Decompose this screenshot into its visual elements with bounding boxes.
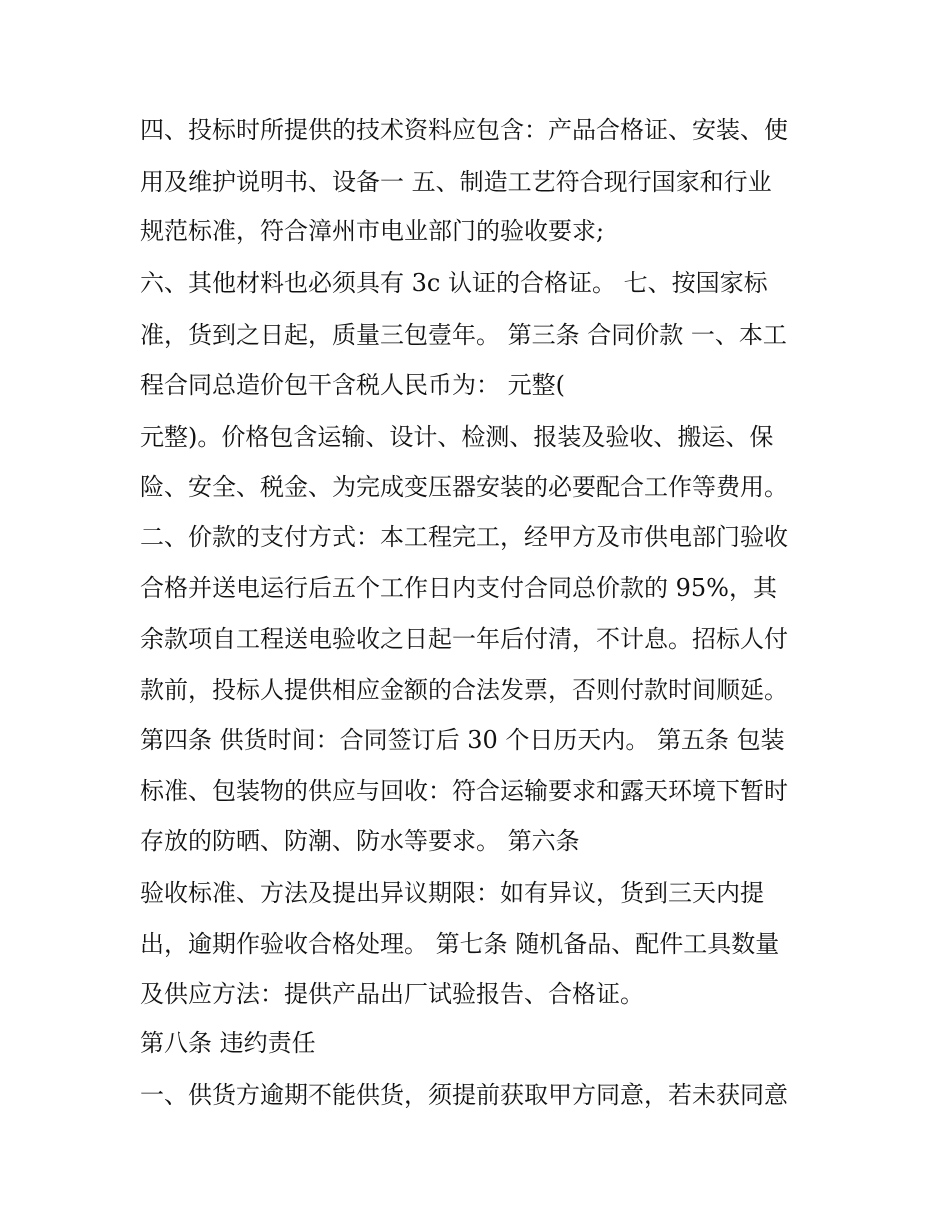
text-line: 四、投标时所提供的技术资料应包含：产品合格证、安装、使 xyxy=(140,116,788,144)
text-line: 第四条 供货时间：合同签订后 30 个日历天内。 第五条 包装 xyxy=(140,726,785,754)
text-line: 准，货到之日起，质量三包壹年。 第三条 合同价款 一、本工 xyxy=(140,321,787,349)
text-line: 合格并送电运行后五个工作日内支付合同总价款的 95%，其 xyxy=(140,574,777,602)
text-line: 及供应方法：提供产品出厂试验报告、合格证。 xyxy=(140,980,644,1008)
text-line: 余款项自工程送电验收之日起一年后付清，不计息。招标人付 xyxy=(140,625,788,653)
text-line: 险、安全、税金、为完成变压器安装的必要配合工作等费用。 xyxy=(140,473,788,501)
text-line: 元整)。价格包含运输、设计、检测、报装及验收、搬运、保 xyxy=(140,423,774,451)
text-line: 一、供货方逾期不能供货，须提前获取甲方同意，若未获同意 xyxy=(140,1081,788,1109)
text-line: 验收标准、方法及提出异议期限：如有异议，货到三天内提 xyxy=(140,879,764,907)
text-line: 出，逾期作验收合格处理。 第七条 随机备品、配件工具数量 xyxy=(140,930,780,958)
text-line: 二、价款的支付方式：本工程完工，经甲方及市供电部门验收 xyxy=(140,523,788,551)
text-line: 六、其他材料也必须具有 3c 认证的合格证。 七、按国家标 xyxy=(140,269,768,297)
text-line: 程合同总造价包干含税人民币为： 元整( xyxy=(140,371,565,399)
text-line: 存放的防晒、防潮、防水等要求。 第六条 xyxy=(140,827,580,855)
text-line: 标准、包装物的供应与回收：符合运输要求和露天环境下暂时 xyxy=(140,777,788,805)
text-line: 用及维护说明书、设备一 五、制造工艺符合现行国家和行业 xyxy=(140,168,772,196)
text-line: 款前，投标人提供相应金额的合法发票，否则付款时间顺延。 xyxy=(140,676,788,704)
text-line: 第八条 违约责任 xyxy=(140,1029,316,1057)
text-line: 规范标准，符合漳州市电业部门的验收要求; xyxy=(140,217,605,245)
